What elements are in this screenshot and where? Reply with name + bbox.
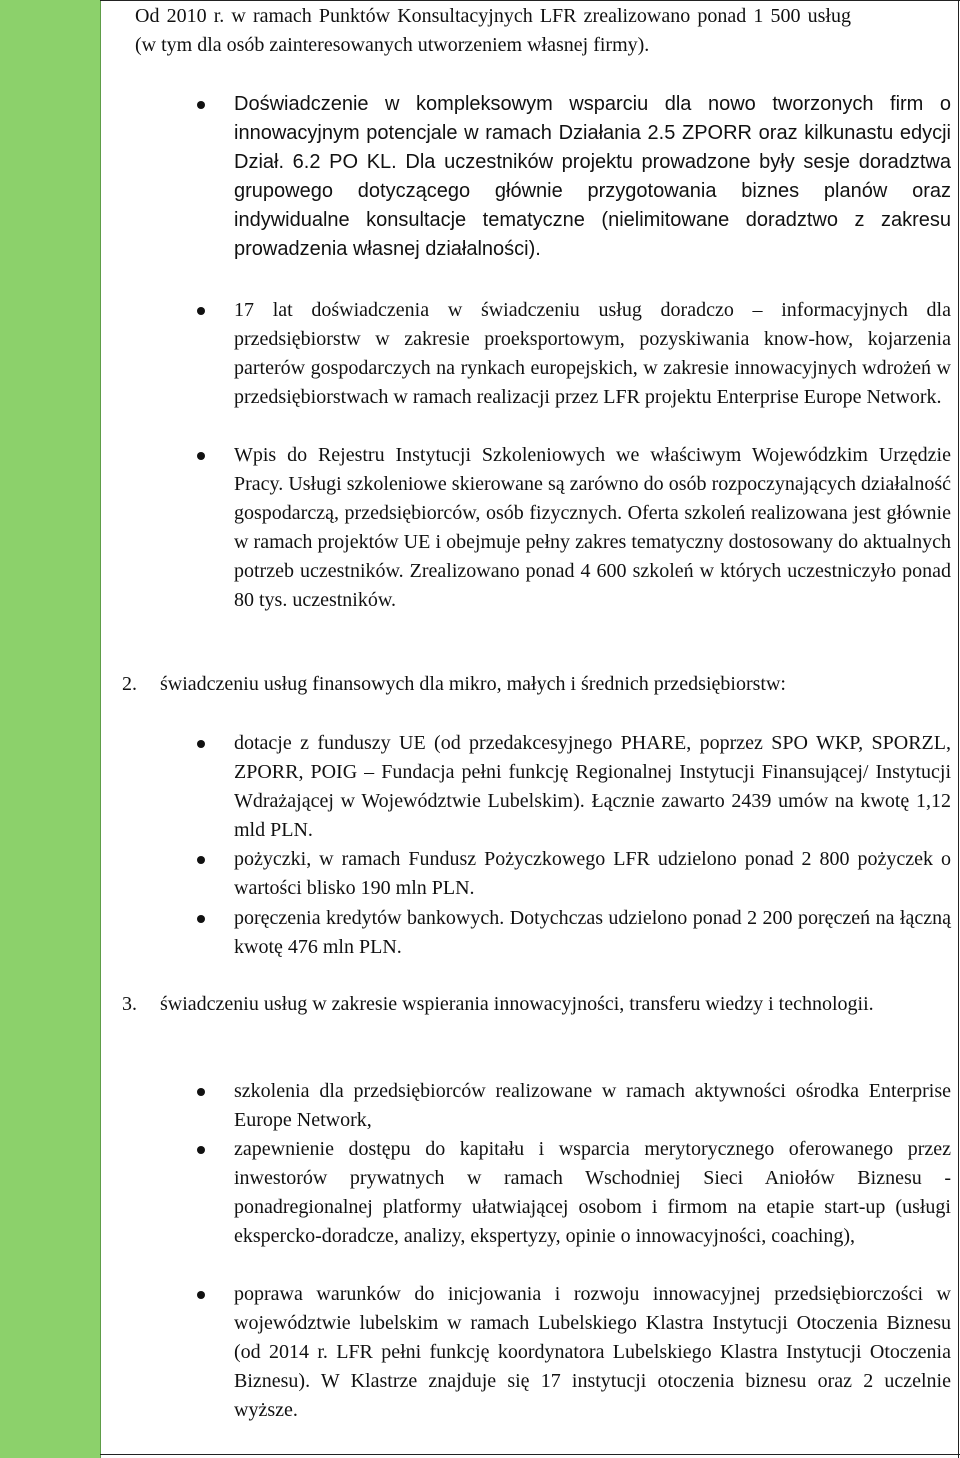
list-item-text: Doświadczenie w kompleksowym wsparciu dla nowo tworzonych firm o innowacyjnym potencjale w ramach Działania 2.5 ZPORR oraz kilkunastu edycji Dział. 6.2 PO KL. Dla uczestników projektu prowadzone były sesje doradztwa grupowego dotyczącego głównie przygotowania biznes planów oraz indywidualne konsultacje tematyczne (nielimitowane doradztwo z zakresu prowadzenia własnej działalności).	[234, 93, 951, 260]
section-title: świadczeniu usług finansowych dla mikro, małych i średnich przedsiębiorstw:	[160, 673, 786, 695]
section-title: świadczeniu usług w zakresie wspierania innowacyjności, transferu wiedzy i technologii.	[160, 993, 874, 1015]
list-item	[234, 1135, 951, 1251]
list-item	[234, 904, 951, 962]
item-number: 2.	[122, 673, 137, 695]
page-border-bottom	[100, 1454, 960, 1455]
list-item-text: zapewnienie dostępu do kapitału i wsparcia merytorycznego oferowanego przez inwestorów prywatnych w ramach Wschodniej Sieci Aniołów Biznesu - ponadregionalnej platformy ułatwiającej osobom i firmom na etapie start-up (usługi ekspercko-doradcze, analizy, ekspertyzy, opinie o innowacyjności, coaching),	[234, 1138, 951, 1247]
bullet-icon	[197, 740, 205, 748]
bullet-icon	[197, 307, 205, 315]
list-item-text: Wpis do Rejestru Instytucji Szkoleniowych we właściwym Wojewódzkim Urzędzie Pracy. Usługi szkoleniowe skierowane są zarówno do osób rozpoczynających działalność gospodarczą, przedsiębiorców, osób fizycznych. Oferta szkoleń realizowana jest głównie w ramach projektów UE i obejmuje pełny zakres tematyczny dostosowany do aktualnych potrzeb uczestników. Zrealizowano ponad 4 600 szkoleń w których uczestniczyło ponad 80 tys. uczestników.	[234, 444, 951, 611]
list-item-text: dotacje z funduszy UE (od przedakcesyjnego PHARE, poprzez SPO WKP, SPORZL, ZPORR, POIG – Fundacja pełni funkcję Regionalnej Instytucji Finansującej/ Instytucji Wdrażającej w Województwie Lubelskim). Łącznie zawarto 2439 umów na kwotę 1,12 mld PLN.	[234, 732, 951, 841]
list-item-text: pożyczki, w ramach Fundusz Pożyczkowego LFR udzielono ponad 2 800 pożyczek o wartości blisko 190 mln PLN.	[234, 848, 951, 899]
page-border-top	[100, 0, 960, 1]
bullet-icon	[197, 101, 205, 109]
bullet-icon	[197, 1291, 205, 1299]
list-item	[234, 296, 951, 412]
numbered-item-2	[122, 670, 952, 699]
page-border-right	[958, 0, 959, 1458]
intro-paragraph: Od 2010 r. w ramach Punktów Konsultacyjnych LFR zrealizowano ponad 1 500 usług (w tym dla osób zainteresowanych utworzeniem własnej firmy).	[135, 5, 851, 56]
list-item-text: poręczenia kredytów bankowych. Dotychczas udzielono ponad 2 200 poręczeń na łączną kwotę 476 mln PLN.	[234, 907, 951, 958]
bullet-icon	[197, 452, 205, 460]
list-item	[234, 845, 951, 903]
decorative-side-bar	[0, 0, 101, 1458]
item-number: 3.	[122, 993, 137, 1015]
numbered-item-3	[122, 990, 952, 1019]
list-item	[234, 441, 951, 615]
list-item	[234, 90, 951, 264]
bullet-icon	[197, 1146, 205, 1154]
bullet-icon	[197, 915, 205, 923]
list-item	[234, 1077, 951, 1135]
list-item	[234, 1280, 951, 1425]
list-item-text: 17 lat doświadczenia w świadczeniu usług doradczo – informacyjnych dla przedsiębiorstw w zakresie proeksportowym, pozyskiwania know-how, kojarzenia parterów gospodarczych na rynkach europejskich, w zakresie innowacyjnych wdrożeń w przedsiębiorstwach w ramach realizacji przez LFR projektu Enterprise Europe Network.	[234, 299, 951, 408]
bullet-icon	[197, 856, 205, 864]
bullet-icon	[197, 1088, 205, 1096]
list-item-text: szkolenia dla przedsiębiorców realizowane w ramach aktywności ośrodka Enterprise Europe Network,	[234, 1080, 951, 1131]
list-item	[234, 729, 951, 845]
list-item-text: poprawa warunków do inicjowania i rozwoju innowacyjnej przedsiębiorczości w województwie lubelskim w ramach Lubelskiego Klastra Instytucji Otoczenia Biznesu (od 2014 r. LFR pełni funkcję koordynatora Lubelskiego Klastra Instytucji Otoczenia Biznesu). W Klastrze znajduje się 17 instytucji otoczenia biznesu oraz 2 uczelnie wyższe.	[234, 1283, 951, 1421]
